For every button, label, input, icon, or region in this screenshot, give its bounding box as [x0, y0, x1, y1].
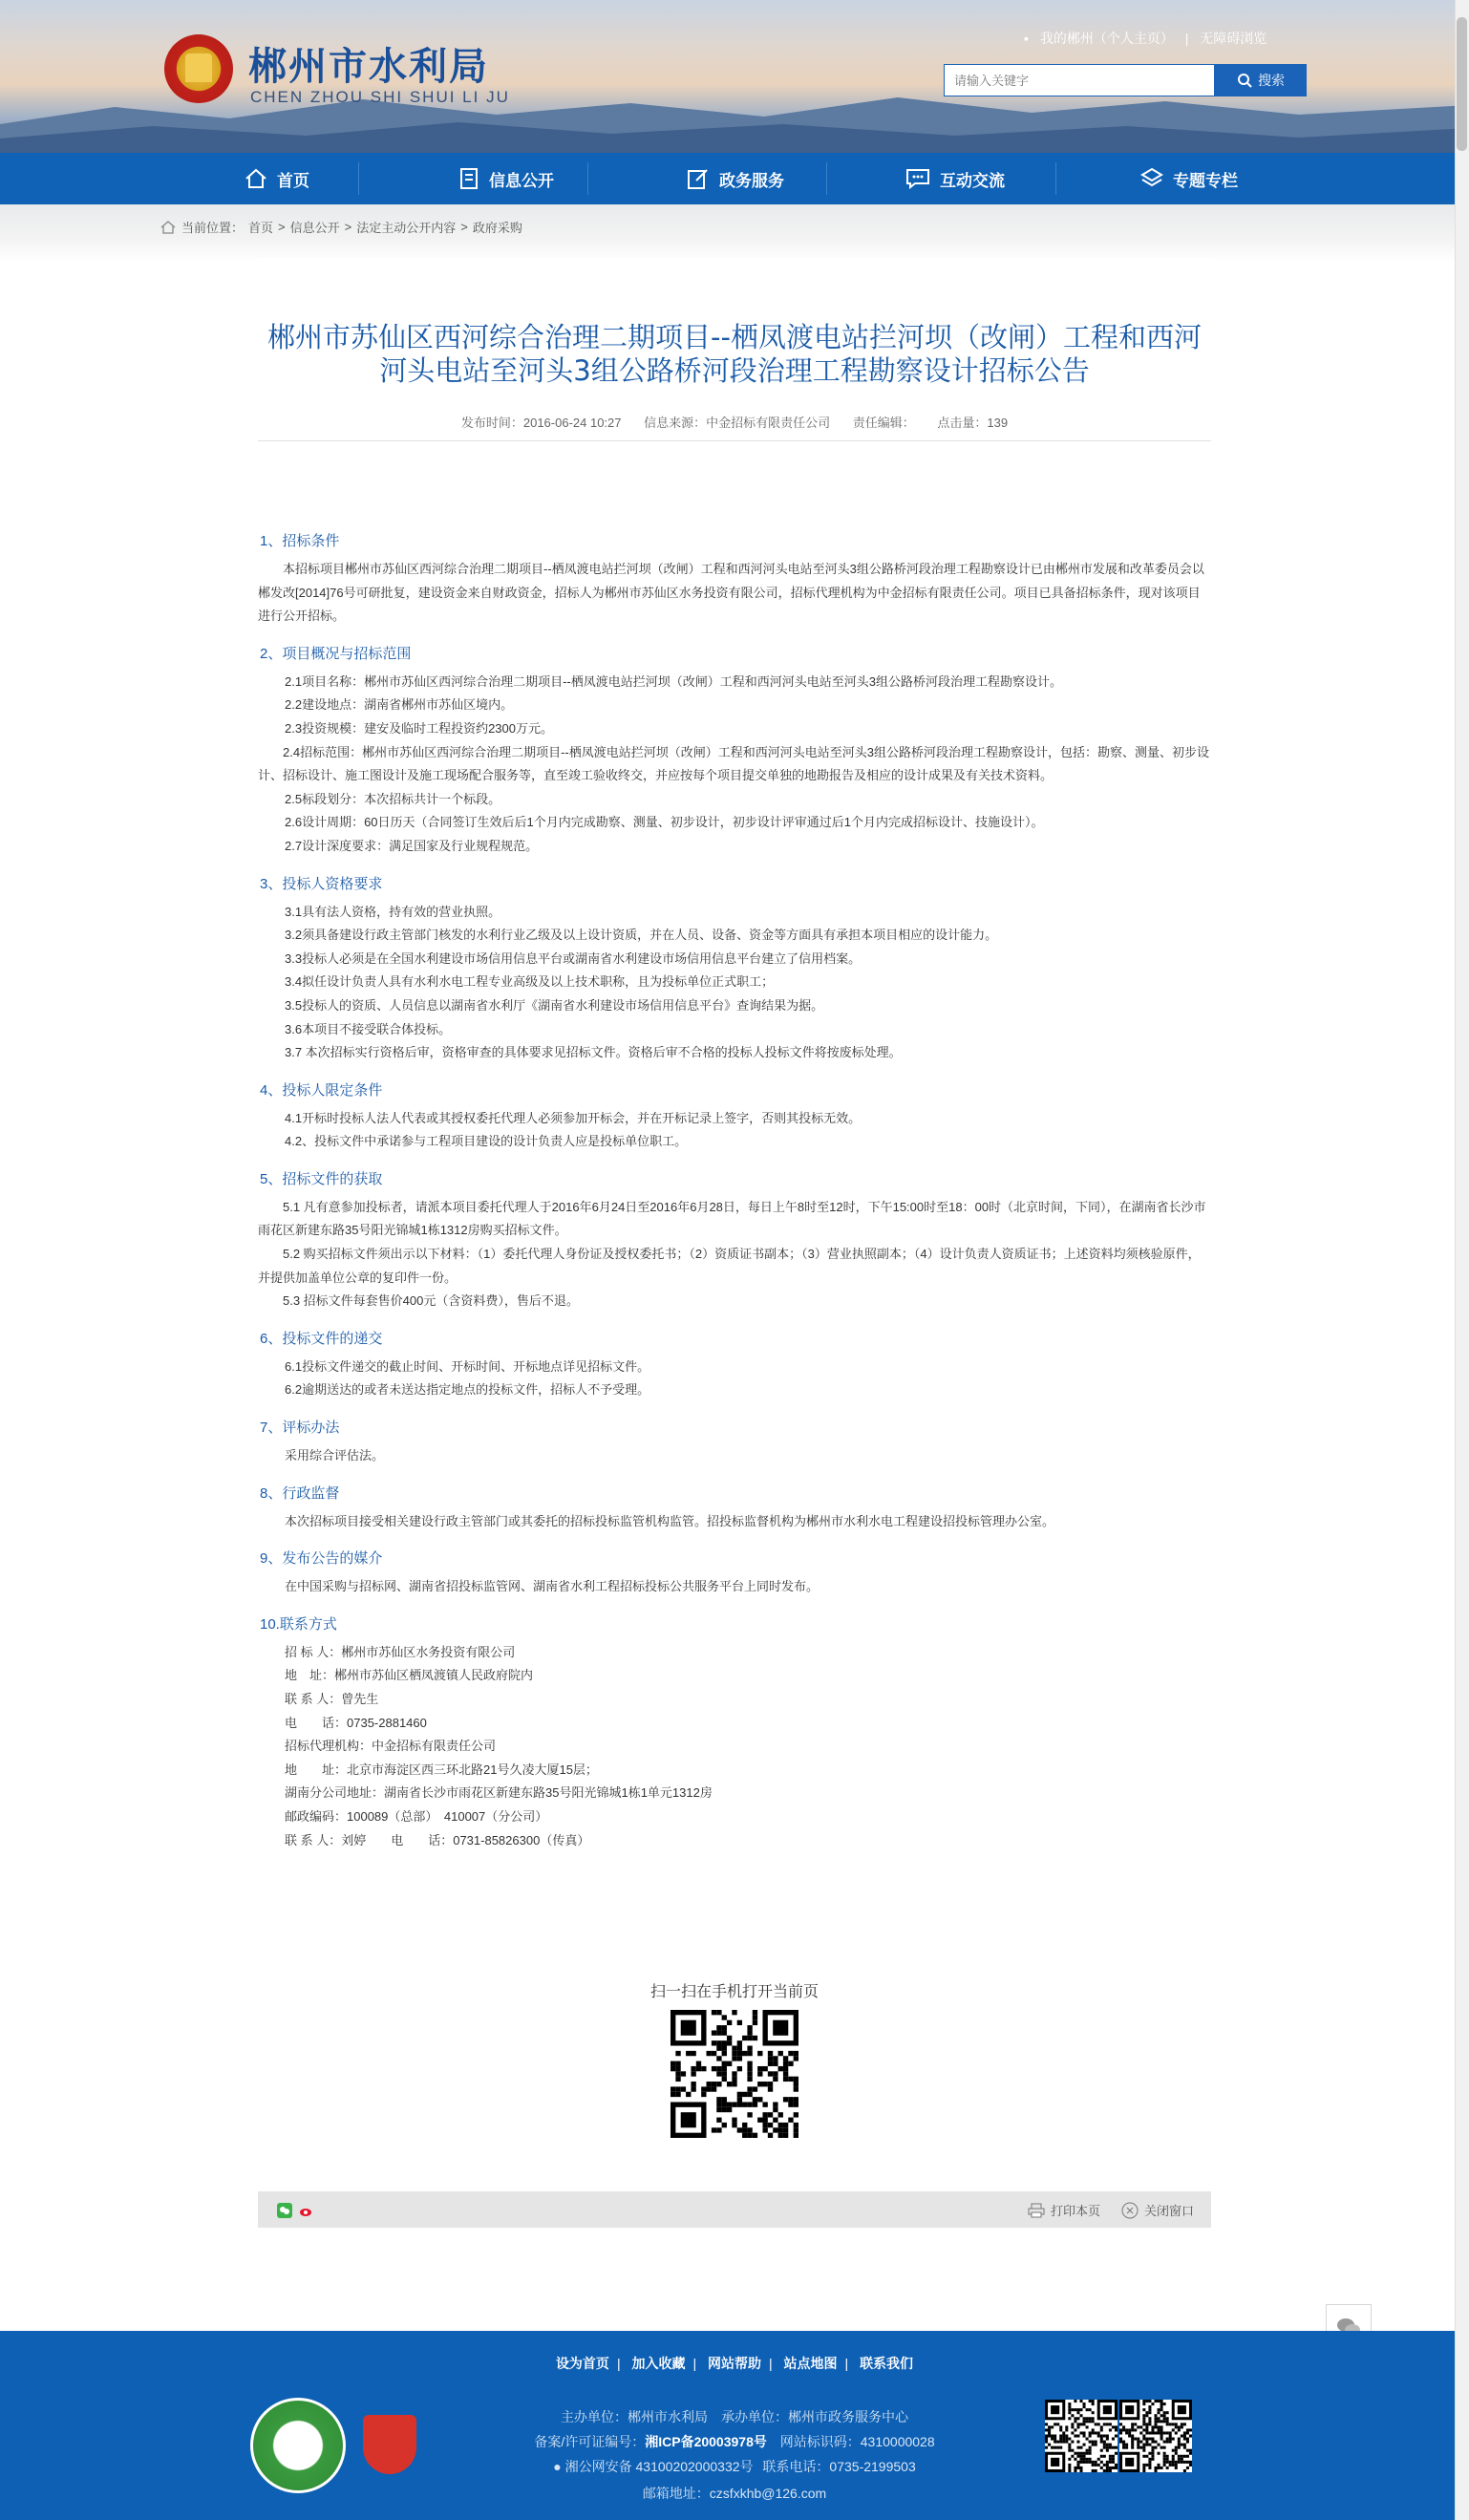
section-paragraph: 3.2须具备建设行政主管部门核发的水利行业乙级及以上设计资质，并在人员、设备、资金等方面具有承担本项目相应的设计能力。 — [285, 928, 998, 943]
section-heading: 6、投标文件的递交 — [260, 1330, 383, 1347]
section-heading: 5、招标文件的获取 — [260, 1170, 383, 1187]
section-paragraph: 3.1具有法人资格，持有效的营业执照。 — [285, 904, 501, 919]
nav-gov-services[interactable]: 政务服务 — [621, 153, 850, 204]
footer-link-sitemap[interactable]: 站点地图 — [783, 2356, 838, 2371]
nav-home[interactable]: 首页 — [162, 153, 392, 204]
section-paragraph: 2.4招标范围：郴州市苏仙区西河综合治理二期项目--栖凤渡电站拦河坝（改闸）工程和西河河头电站至河头3组公路桥河段治理工程勘察设计，包括：勘察、测量、初步设计、招标设计、施工图设计及施工现场配合服务等，直至竣工验收终交，并应按每个项目提交单独的地勘报告及相应的设计成果及有关技术资料。 — [258, 744, 1209, 783]
wechat-share-icon[interactable] — [277, 2203, 292, 2218]
footer-qr-code-2 — [1119, 2400, 1192, 2472]
police-badge-icon: ● — [553, 2459, 562, 2474]
section-paragraph: 2.5标段划分：本次招标共计一个标段。 — [285, 791, 501, 806]
nav-special-topics[interactable]: 专题专栏 — [1075, 153, 1304, 204]
search-label: 搜索 — [1258, 73, 1285, 88]
site-subtitle: CHEN ZHOU SHI SHUI LI JU — [250, 88, 510, 106]
chat-icon — [905, 168, 930, 189]
section-heading: 2、项目概况与招标范围 — [260, 645, 412, 662]
section-paragraph: 6.2逾期送达的或者未送达指定地点的投标文件，招标人不予受理。 — [285, 1382, 650, 1398]
section-paragraph: 电 话：0735-2881460 — [285, 1715, 427, 1730]
printer-icon — [1028, 2203, 1045, 2218]
top-links: ▪ 我的郴州（个人主页） | 无障碍浏览 — [1024, 31, 1267, 46]
site-code: 网站标识码：4310000028 — [779, 2434, 935, 2449]
footer-qr-code-1 — [1045, 2400, 1118, 2472]
scrollbar[interactable] — [1455, 0, 1469, 2520]
section-heading: 4、投标人限定条件 — [260, 1081, 383, 1099]
page-qr-code — [671, 2010, 798, 2138]
section-paragraph: 3.5投标人的资质、人员信息以湖南省水利厅《湖南省水利建设市场信用信息平台》查询结果为据。 — [285, 997, 824, 1013]
nav-info-disclosure[interactable]: 信息公开 — [392, 153, 621, 204]
footer-link-contact[interactable]: 联系我们 — [860, 2356, 914, 2371]
section-paragraph: 2.6设计周期：60日历天（合同签订生效后后1个月内完成勘察、测量、初步设计，初步设计评审通过后1个月内完成招标设计、技施设计）。 — [285, 815, 1044, 830]
breadcrumb-statutory[interactable]: 法定主动公开内容 — [356, 221, 457, 235]
layers-icon — [1140, 167, 1163, 190]
site-title[interactable]: 郴州市水利局 — [248, 44, 489, 89]
breadcrumb-info[interactable]: 信息公开 — [289, 221, 340, 235]
footer-link-help[interactable]: 网站帮助 — [708, 2356, 761, 2371]
click-count: 点击量：139 — [937, 416, 1009, 430]
section-paragraph: 3.7 本次招标实行资格后审，资格审查的具体要求见招标文件。资格后审不合格的投标人投标文件将按废标处理。 — [285, 1045, 902, 1060]
footer-host: 主办单位：郴州市水利局 承办单位：郴州市政务服务中心 — [561, 2409, 908, 2424]
section-paragraph: 本次招标项目接受相关建设行政主管部门或其委托的招标投标监管机构监管。招投标监督机构为郴州市水利水电工程建设招投标管理办公室。 — [285, 1513, 1055, 1528]
profile-icon: ▪ — [1024, 31, 1029, 46]
section-paragraph: 2.3投资规模：建安及临时工程投资约2300万元。 — [285, 720, 553, 736]
footer-link-favorite[interactable]: 加入收藏 — [631, 2356, 686, 2371]
section-heading: 9、发布公告的媒介 — [260, 1550, 383, 1568]
main-nav — [0, 153, 1469, 204]
section-paragraph: 采用综合评估法。 — [285, 1448, 385, 1463]
home-icon — [160, 221, 176, 234]
divider — [258, 440, 1211, 441]
footer-email: 邮箱地址：czsfxkhb@126.com — [642, 2486, 827, 2501]
nav-interaction[interactable]: 互动交流 — [841, 153, 1070, 204]
section-paragraph: 2.1项目名称：郴州市苏仙区西河综合治理二期项目--栖凤渡电站拦河坝（改闸）工程和西河河头电站至河头3组公路桥河段治理工程勘察设计。 — [285, 673, 1062, 689]
section-paragraph: 邮政编码：100089（总部） 410007（分公司） — [285, 1808, 548, 1824]
home-icon — [245, 168, 267, 189]
document-icon — [458, 167, 479, 190]
breadcrumb-prefix: 当前位置： — [181, 221, 245, 235]
section-heading: 7、评标办法 — [260, 1420, 340, 1437]
info-source: 信息来源：中金招标有限责任公司 — [644, 416, 831, 430]
accessibility-link[interactable]: 无障碍浏览 — [1200, 31, 1267, 46]
section-heading: 1、招标条件 — [260, 533, 340, 549]
section-paragraph: 联 系 人：刘婷 电 话：0731-85826300（传真） — [285, 1832, 590, 1847]
section-paragraph: 联 系 人：曾先生 — [285, 1692, 379, 1706]
section-paragraph: 5.3 招标文件每套售价400元（含资料费），售后不退。 — [283, 1293, 579, 1309]
section-paragraph: 2.7设计深度要求：满足国家及行业规程规范。 — [285, 838, 539, 853]
section-paragraph: 4.2、投标文件中承诺参与工程项目建设的设计负责人应是投标单位职工。 — [285, 1134, 688, 1149]
print-button[interactable]: 打印本页 — [1028, 2201, 1100, 2219]
section-heading: 3、投标人资格要求 — [260, 875, 383, 892]
article-body — [258, 516, 1211, 1852]
qr-caption: 扫一扫在手机打开当前页 — [649, 1984, 819, 2000]
section-paragraph: 在中国采购与招标网、湖南省招投标监管网、湖南省水利工程招标投标公共服务平台上同时发布。 — [285, 1579, 820, 1594]
national-emblem-logo — [164, 34, 233, 103]
edit-icon — [687, 167, 710, 190]
article-toolbar — [258, 2191, 1211, 2228]
scrollbar-thumb[interactable] — [1457, 17, 1467, 151]
search-button[interactable] — [1215, 64, 1307, 96]
section-heading: 10.联系方式 — [260, 1615, 337, 1633]
police-record[interactable]: 湘公网安备 43100202000332号 — [564, 2459, 754, 2474]
section-paragraph: 3.3投标人必须是在全国水利建设市场信用信息平台或湖南省水利建设市场信用信息平台建立了信用档案。 — [285, 950, 862, 966]
section-paragraph: 2.2建设地点：湖南省郴州市苏仙区境内。 — [285, 697, 514, 713]
section-paragraph: 5.2 购买招标文件须出示以下材料：（1）委托代理人身份证及授权委托书；（2）资质证书副本；（3）营业执照副本；（4）设计负责人资质证书；上述资料均须核验原件，并提供加盖单位公章的复印件一份。 — [258, 1247, 1201, 1285]
section-paragraph: 6.1投标文件递交的截止时间、开标时间、开标地点详见招标文件。 — [285, 1358, 650, 1374]
publish-time: 发布时间：2016-06-24 10:27 — [460, 416, 622, 430]
footer-links: 设为首页 | 加入收藏 | 网站帮助 | 站点地图 | 联系我们 — [555, 2356, 914, 2371]
footer-icp-line: 备案/许可证编号：湘ICP备20003978号 网站标识码：4310000028 — [534, 2434, 935, 2449]
close-window-button[interactable]: 关闭窗口 — [1121, 2201, 1194, 2219]
footer-link-homepage[interactable]: 设为首页 — [555, 2356, 609, 2371]
section-paragraph: 5.1 凡有意参加投标者，请派本项目委托代理人于2016年6月24日至2016年6月28日，每日上午8时至12时，下午15:00时至18：00时（北京时间，下同），在湖南省长沙市雨花区新建东路35号阳光锦城1栋1312房购买招标文件。 — [258, 1199, 1206, 1238]
footer-police-line — [0, 2457, 1469, 2476]
close-icon — [1121, 2202, 1139, 2219]
icp-number[interactable]: 湘ICP备20003978号 — [645, 2434, 767, 2449]
weibo-share-icon[interactable] — [298, 2203, 313, 2218]
breadcrumb: 当前位置： 首页 > 信息公开 > 法定主动公开内容 > 政府采购 — [160, 218, 527, 236]
section-paragraph: 4.1开标时投标人法人代表或其授权委托代理人必须参加开标会，并在开标记录上签字，否则其投标无效。 — [285, 1110, 862, 1125]
section-paragraph: 本招标项目郴州市苏仙区西河综合治理二期项目--栖凤渡电站拦河坝（改闸）工程和西河河头电站至河头3组公路桥河段治理工程勘察设计已由郴州市发展和改革委员会以郴发改[2014]76号可研批复，建设资金来自财政资金，招标人为郴州市苏仙区水务投资有限公司，招标代理机构为中金招标有限责任公司。项目已具备招标条件，现对该项目进行公开招标。 — [258, 562, 1204, 624]
footer-phone: 联系电话：0735-2199503 — [762, 2459, 916, 2474]
section-paragraph: 招标代理机构：中金招标有限责任公司 — [285, 1739, 497, 1754]
share-buttons — [277, 2203, 313, 2218]
search-icon — [1237, 73, 1252, 88]
search-input[interactable] — [944, 64, 1215, 96]
section-paragraph: 湖南分公司地址：湖南省长沙市雨花区新建东路35号阳光锦城1栋1单元1312房 — [285, 1785, 713, 1801]
section-paragraph: 地 址：北京市海淀区西三环北路21号久凌大厦15层； — [285, 1762, 598, 1777]
section-paragraph: 招 标 人：郴州市苏仙区水务投资有限公司 — [285, 1644, 516, 1659]
section-paragraph: 3.6本项目不接受联合体投标。 — [285, 1021, 452, 1036]
section-paragraph: 地 址：郴州市苏仙区栖凤渡镇人民政府院内 — [285, 1668, 534, 1683]
section-paragraph: 3.4拟任设计负责人具有水利水电工程专业高级及以上技术职称，且为投标单位正式职工； — [285, 974, 775, 990]
breadcrumb-procurement[interactable]: 政府采购 — [472, 221, 522, 235]
section-heading: 8、行政监督 — [260, 1484, 340, 1502]
article-title: 郴州市苏仙区西河综合治理二期项目--栖凤渡电站拦河坝（改闸）工程和西河河头电站至河头3组公路桥河段治理工程勘察设计招标公告 — [267, 321, 1202, 387]
article-meta — [258, 413, 1211, 431]
breadcrumb-home[interactable]: 首页 — [248, 221, 274, 235]
editor: 责任编辑： — [852, 416, 915, 430]
my-chenzhou-link[interactable]: 我的郴州（个人主页） — [1039, 31, 1174, 46]
